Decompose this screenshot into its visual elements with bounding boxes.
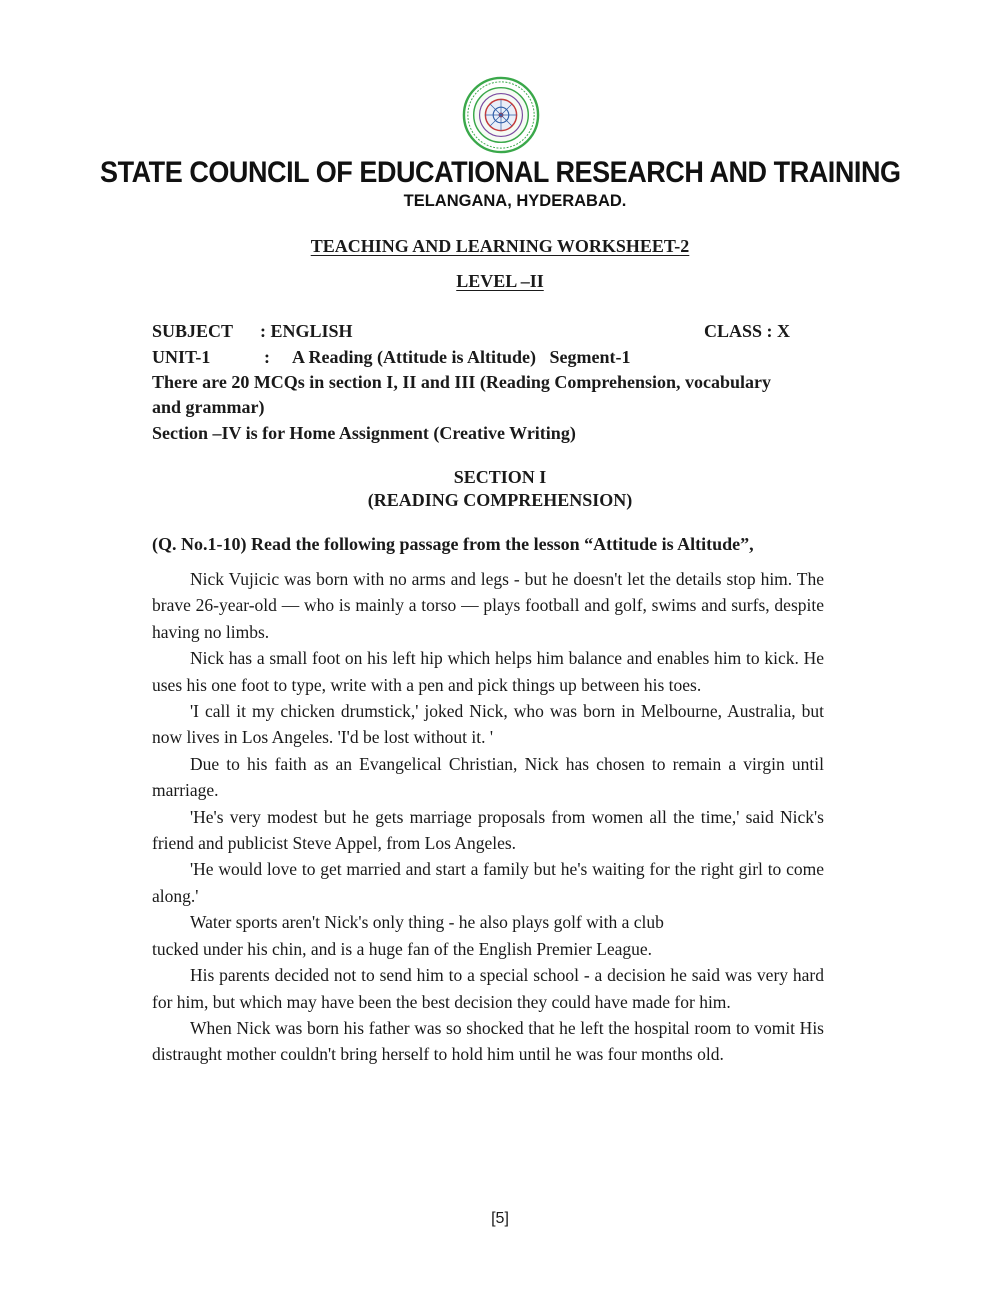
- mcq-info-line2: and grammar): [152, 397, 265, 417]
- section-iv-info: Section –IV is for Home Assignment (Creative Writing): [152, 423, 576, 443]
- reading-passage: [152, 566, 824, 1068]
- passage-paragraph: 'He's very modest but he gets marriage proposals from women all the time,' said Nick's friend and publicist Steve Appel, from Los Angeles.: [152, 806, 824, 854]
- subject-row: [152, 321, 824, 342]
- passage-paragraph: Due to his faith as an Evangelical Christian, Nick has chosen to remain a virgin until marriage.: [152, 753, 824, 801]
- mcq-info-line1: There are 20 MCQs in section I, II and III (Reading Comprehension, vocabulary: [152, 372, 772, 392]
- question-instruction: (Q. No.1-10) Read the following passage from the lesson “Attitude is Altitude”,: [152, 534, 754, 554]
- passage-paragraph: Nick Vujicic was born with no arms and legs - but he doesn't let the details stop him. The brave 26-year-old — who is mainly a torso — plays football and golf, swims and surfs, despite having no limbs.: [152, 569, 824, 642]
- passage-paragraph: His parents decided not to send him to a special school - a decision he said was very hard for him, but which may have been the best decision they could have made for him.: [152, 965, 824, 1012]
- passage-paragraph: 'He would love to get married and start a family but he's waiting for the right girl to come along.': [152, 859, 824, 906]
- unit-label: UNIT-1: [152, 347, 211, 367]
- worksheet-level: LEVEL –II: [456, 271, 544, 291]
- unit-row: [152, 347, 824, 368]
- subject-label: SUBJECT: [152, 321, 234, 341]
- scert-emblem-icon: [462, 76, 540, 154]
- passage-paragraph: Water sports aren't Nick's only thing - he also plays golf with a club: [190, 912, 664, 933]
- worksheet-title: TEACHING AND LEARNING WORKSHEET-2: [310, 236, 690, 256]
- passage-paragraph: When Nick was born his father was so shocked that he left the hospital room to vomit His distraught mother couldn't bring herself to hold him until he was four months old.: [152, 1017, 824, 1065]
- org-location: TELANGANA, HYDERABAD.: [403, 192, 627, 210]
- passage-paragraph: Nick has a small foot on his left hip which helps him balance and enables him to kick. He uses his one foot to type, write with a pen and pick things up between his toes.: [152, 648, 824, 695]
- section-subtitle: (READING COMPREHENSION): [367, 490, 633, 510]
- subject-value: : ENGLISH: [260, 321, 353, 341]
- unit-separator: :: [264, 347, 270, 367]
- passage-paragraph: tucked under his chin, and is a huge fan of the English Premier League.: [152, 938, 653, 959]
- passage-paragraph: 'I call it my chicken drumstick,' joked Nick, who was born in Melbourne, Australia, but now lives in Los Angeles. 'I'd be lost without it. ': [152, 701, 824, 748]
- section-title: SECTION I: [453, 467, 547, 487]
- class-label: CLASS : X: [704, 321, 791, 341]
- page-number: [5]: [491, 1210, 509, 1227]
- org-title: STATE COUNCIL OF EDUCATIONAL RESEARCH AND TRAINING: [100, 156, 901, 189]
- unit-value: A Reading (Attitude is Altitude) Segment-1: [292, 347, 631, 367]
